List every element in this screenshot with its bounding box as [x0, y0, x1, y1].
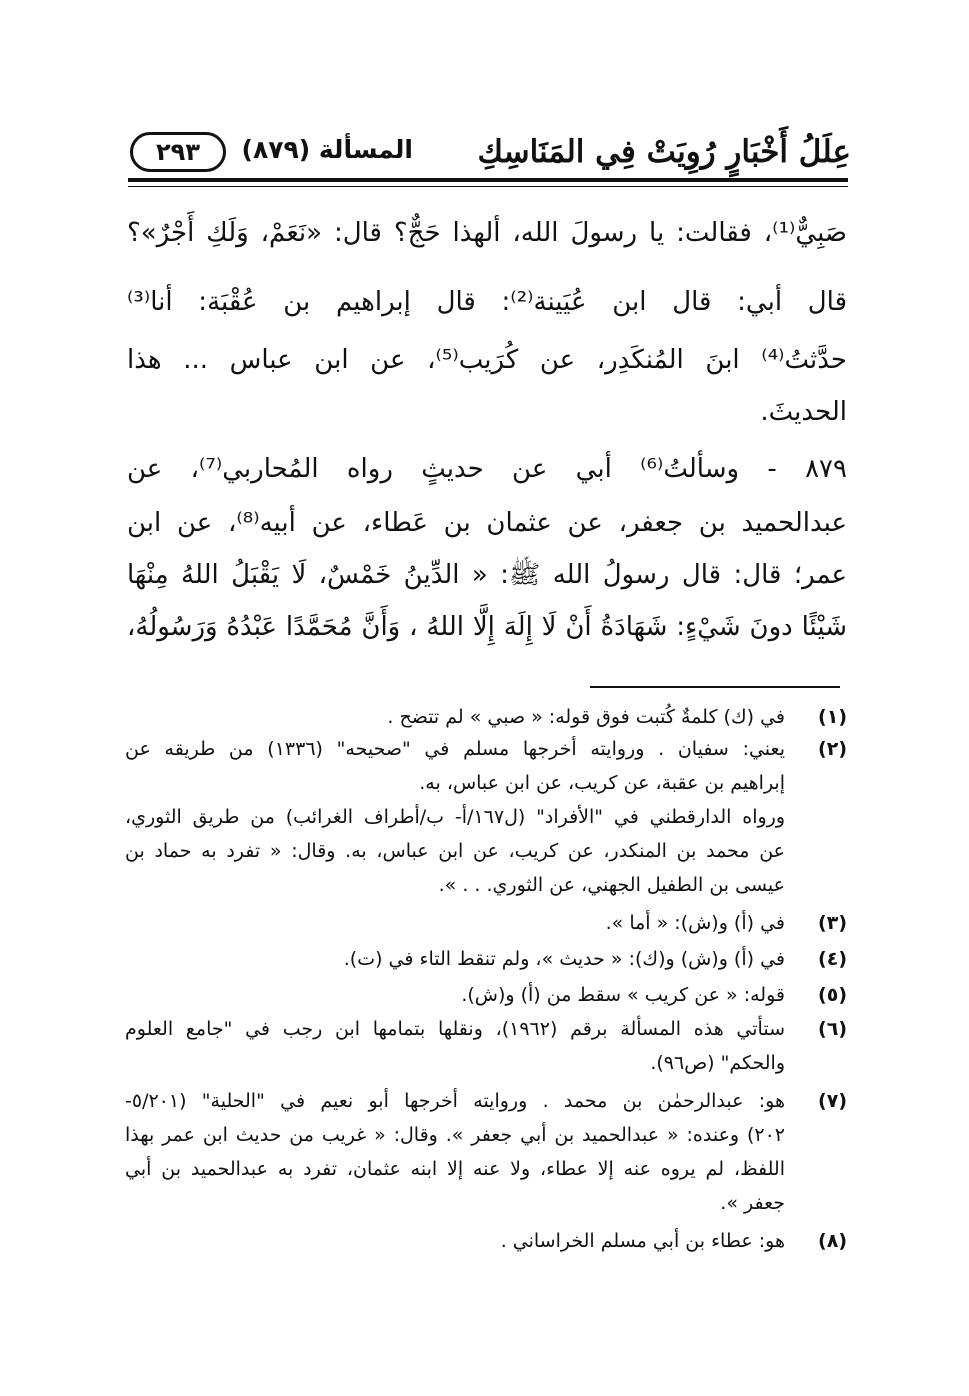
footnote-continuation — [125, 800, 847, 834]
footnote — [125, 700, 847, 734]
body-line: الحديثَ. — [760, 397, 847, 427]
footnote-continuation — [125, 1152, 847, 1186]
footnote-text: والحكم" (ص٩٦). — [650, 1052, 785, 1074]
footnote-text: يعني: سفيان . وروايته أخرجها مسلم في "صحيحه" (١٣٣٦) من طريقه عن — [125, 738, 785, 760]
footnote-number: (٥) — [818, 984, 847, 1006]
footnote-text: ستأتي هذه المسألة برقم (١٩٦٢)، ونقلها بتمامها ابن رجب في "جامع العلوم — [125, 1018, 785, 1040]
footnote-continuation — [125, 1046, 847, 1080]
footnote-number: (٦) — [818, 1018, 847, 1040]
body-line: عبدالحميد بن جعفر، عن عثمان بن عَطاء، عن أبيه⁽⁸⁾، عن ابن — [127, 508, 847, 538]
footnote — [125, 1012, 847, 1046]
footnote-number: (٢) — [818, 738, 847, 760]
footnote — [125, 906, 847, 940]
footnote-text: ٢٠٢) وعنده: « عبدالحميد بن أبي جعفر ». وقال: « غريب من حديث ابن عمر بهذا — [125, 1124, 785, 1146]
footnote-text: إبراهيم بن عقبة، عن كريب، عن ابن عباس، به. — [419, 772, 785, 794]
header-rule-thick — [128, 178, 848, 182]
footnote-text: قوله: « عن كريب » سقط من (أ) و(ش). — [461, 984, 785, 1006]
footnote-number: (٨) — [818, 1230, 847, 1252]
masala-heading-line: ٨٧٩ - وسألتُ⁽⁶⁾ أبي عن حديثٍ رواه المُحاربي⁽⁷⁾، عن — [127, 454, 847, 484]
footnote-text: هو: عطاء بن أبي مسلم الخراساني . — [500, 1230, 785, 1252]
footnote-continuation — [125, 868, 847, 902]
footnote-text: في (أ) و(ش): « أما ». — [605, 912, 785, 934]
footnote-text: اللفظ، لم يروه عنه إلا عطاء، ولا عنه إلا ابنه عثمان، تفرد به عبدالحميد بن أبي — [125, 1158, 785, 1180]
footnote-number: (٣) — [818, 912, 847, 934]
footnote-continuation — [125, 1118, 847, 1152]
header-rule-thin — [128, 186, 848, 187]
footnote-text: عن محمد بن المنكدر، عن كريب، عن ابن عباس، به. وقال: « تفرد به حماد بن — [125, 840, 785, 862]
running-title: عِلَلُ أَخْبَارٍ رُوِيَتْ فِي المَنَاسِكِ — [477, 134, 851, 170]
footnote-text: هو: عبدالرحمٰن بن محمد . وروايته أخرجها أبو نعيم في "الحلية" (٥/٢٠١- — [125, 1090, 785, 1112]
footnote-text: في (أ) و(ش) و(ك): « حديث »، ولم تنقط التاء في (ت). — [343, 948, 785, 970]
footnote-text: جعفر ». — [720, 1192, 785, 1214]
footnote-continuation — [125, 766, 847, 800]
hadith-line: عمر؛ قال: قال رسولُ الله ﷺ: « الدِّينُ خَمْسٌ، لَا يَقْبَلُ اللهُ مِنْهَا — [127, 560, 847, 590]
footnote-text: ورواه الدارقطني في "الأفراد" (ل١٦٧/أ- ب/أطراف الغرائب) من طريق الثوري، — [125, 806, 785, 828]
body-line: حدَّثتُ⁽⁴⁾ ابنَ المُنكَدِر، عن كُرَيب⁽⁵⁾، عن ابن عباس ... هذا — [127, 345, 847, 375]
hadith-line: شَيْئًا دونَ شَيْءٍ: شَهَادَةُ أَنْ لَا إِلَهَ إِلَّا اللهُ ، وَأَنَّ مُحَمَّدًا عَبْدُهُ وَرَسُولُهُ، — [127, 612, 847, 642]
footnote-number: (١) — [818, 706, 847, 728]
footnote — [125, 978, 847, 1012]
footnote — [125, 942, 847, 976]
footnote-continuation — [125, 834, 847, 868]
footnote — [125, 1224, 847, 1258]
body-line: صَبِيٌّ⁽¹⁾، فقالت: يا رسولَ الله، ألهذا حَجٌّ؟ قال: «نَعَمْ، وَلَكِ أَجْرٌ»؟ — [127, 218, 847, 248]
body-line: قال أبي: قال ابن عُيَينة⁽²⁾: قال إبراهيم بن عُقْبَة: أنا⁽³⁾ — [127, 287, 848, 317]
footnote-number: (٧) — [818, 1090, 847, 1112]
footnote-separator — [590, 686, 840, 688]
page-number-badge: ٢٩٣ — [130, 132, 226, 172]
footnote-number: (٤) — [818, 948, 847, 970]
footnote-continuation — [125, 1186, 847, 1220]
masala-label: المسألة (٨٧٩) — [241, 135, 413, 164]
footnote-text: في (ك) كلمةٌ كُتبت فوق قوله: « صبي » لم تتضح . — [387, 706, 785, 728]
footnote — [125, 1084, 847, 1118]
footnote-text: عيسى بن الطفيل الجهني، عن الثوري. . . ». — [438, 874, 785, 896]
footnote — [125, 732, 847, 766]
